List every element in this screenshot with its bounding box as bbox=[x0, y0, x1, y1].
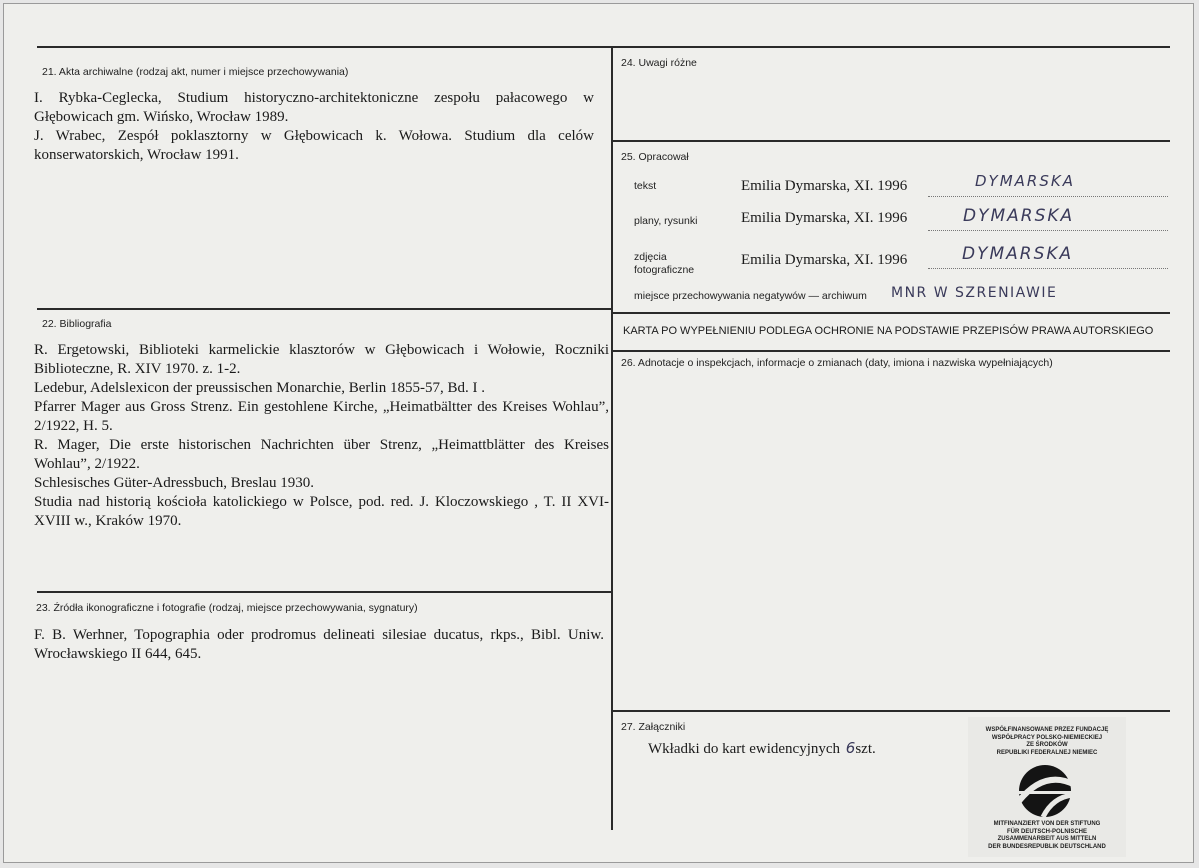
archival-entry: J. Wrabec, Zespół poklasztorny w Głębowicach k. Wołowa. Studium dla celów konserwatorskich, Wrocław 1991. bbox=[34, 128, 594, 163]
dotted-line bbox=[928, 230, 1168, 231]
section-21-entries bbox=[34, 89, 594, 165]
logo-line: ZUSAMMENARBEIT AUS MITTELN bbox=[997, 836, 1097, 842]
bibliography-entry: R. Mager, Die erste historischen Nachrichten über Strenz, „Heimattblätter des Kreises Wohlau”, 2/1922. bbox=[34, 437, 609, 472]
logo-line: REPUBLIKI FEDERALNEJ NIEMIEC bbox=[996, 749, 1098, 756]
bibliography-entry: Studia nad historią kościoła katolickiego w Polsce, pod. red. J. Kloczowskiego , T. II XVI-XVIII w., Kraków 1970. bbox=[34, 494, 609, 529]
logo-text-german bbox=[968, 821, 1126, 851]
logo-line: MITFINANZIERT VON DER STIFTUNG bbox=[993, 821, 1101, 827]
logo-line: WSPÓŁPRACY POLSKO-NIEMIECKIEJ bbox=[991, 734, 1103, 741]
rule-26-27 bbox=[613, 710, 1170, 712]
bibliography-entry: R. Ergetowski, Biblioteki karmelickie klasztorów w Głębowicach i Wołowie, Roczniki Biblioteczne, R. XIV 1970. z. 1-2. bbox=[34, 342, 609, 377]
section-22-label: 22. Bibliografia bbox=[42, 318, 112, 330]
dotted-line bbox=[928, 268, 1168, 269]
row-label-zdjecia: zdjęcia fotograficzne bbox=[634, 251, 695, 276]
rule-24-25 bbox=[613, 140, 1170, 142]
column-divider bbox=[611, 46, 613, 830]
attachments-text: Wkładki do kart ewidencyjnych bbox=[648, 741, 841, 757]
iconography-entry: F. B. Werhner, Topographia oder prodromus delineati silesiae ducatus, rkps., Bibl. Uniw. Wrocławskiego II 644, 645. bbox=[34, 627, 604, 662]
rule-22-23 bbox=[37, 591, 611, 593]
signature-plany: DYMARSKA bbox=[963, 206, 1075, 226]
negatives-label: miejsce przechowywania negatywów — archiwum bbox=[634, 290, 867, 302]
signature-zdjecia: DYMARSKA bbox=[962, 244, 1074, 264]
logo-line: WSPÓŁFINANSOWANE PRZEZ FUNDACJĘ bbox=[985, 727, 1109, 733]
section-22-entries bbox=[34, 341, 609, 531]
attachments-unit: szt. bbox=[855, 741, 876, 757]
row-author-plany: Emilia Dymarska, XI. 1996 bbox=[741, 210, 908, 226]
row-author-tekst: Emilia Dymarska, XI. 1996 bbox=[741, 178, 908, 194]
section-23-entries bbox=[34, 626, 604, 664]
foundation-emblem-icon bbox=[1015, 761, 1079, 821]
attachments-count: 6 bbox=[845, 739, 856, 757]
rule-below-notice bbox=[613, 350, 1170, 352]
row-label-plany: plany, rysunki bbox=[634, 215, 698, 227]
bibliography-entry: Ledebur, Adelslexicon der preussischen Monarchie, Berlin 1855-57, Bd. I . bbox=[34, 380, 485, 396]
attachments-line bbox=[648, 739, 876, 758]
logo-line: DER BUNDESREPUBLIK DEUTSCHLAND bbox=[988, 843, 1106, 850]
section-23-label: 23. Źródła ikonograficzne i fotografie (rodzaj, miejsce przechowywania, sygnatury) bbox=[36, 602, 418, 614]
archival-entry: I. Rybka-Ceglecka, Studium historyczno-architektoniczne zespołu pałacowego w Głębowicach gm. Wińsko, Wrocław 1989. bbox=[34, 90, 594, 125]
logo-line: ZE ŚRODKÓW bbox=[1026, 742, 1068, 748]
top-rule bbox=[37, 46, 1170, 48]
row-label-tekst: tekst bbox=[634, 180, 657, 192]
bibliography-entry: Schlesisches Güter-Adressbuch, Breslau 1930. bbox=[34, 475, 315, 491]
section-21-label: 21. Akta archiwalne (rodzaj akt, numer i miejsce przechowywania) bbox=[42, 66, 349, 78]
foundation-logo-block bbox=[968, 717, 1126, 857]
logo-text-polish bbox=[968, 727, 1126, 757]
section-24-label: 24. Uwagi różne bbox=[621, 57, 697, 69]
negatives-archive: MNR W SZRENIAWIE bbox=[891, 285, 1058, 301]
logo-line: FÜR DEUTSCH-POLNISCHE bbox=[1006, 828, 1087, 835]
copyright-notice: KARTA PO WYPEŁNIENIU PODLEGA OCHRONIE NA PODSTAWIE PRZEPISÓW PRAWA AUTORSKIEGO bbox=[623, 325, 1154, 337]
rule-21-22 bbox=[37, 308, 611, 310]
signature-tekst: DYMARSKA bbox=[975, 172, 1075, 190]
rule-above-notice bbox=[613, 312, 1170, 314]
row-author-zdjecia: Emilia Dymarska, XI. 1996 bbox=[741, 252, 908, 268]
section-25-label: 25. Opracował bbox=[621, 151, 689, 163]
section-26-label: 26. Adnotacje o inspekcjach, informacje o zmianach (daty, imiona i nazwiska wypełniających) bbox=[621, 357, 1053, 369]
bibliography-entry: Pfarrer Mager aus Gross Strenz. Ein gestohlene Kirche, „Heimatbältter des Kreises Wohlau”, 2/1922, H. 5. bbox=[34, 399, 609, 434]
dotted-line bbox=[928, 196, 1168, 197]
section-27-label: 27. Załączniki bbox=[621, 721, 686, 733]
